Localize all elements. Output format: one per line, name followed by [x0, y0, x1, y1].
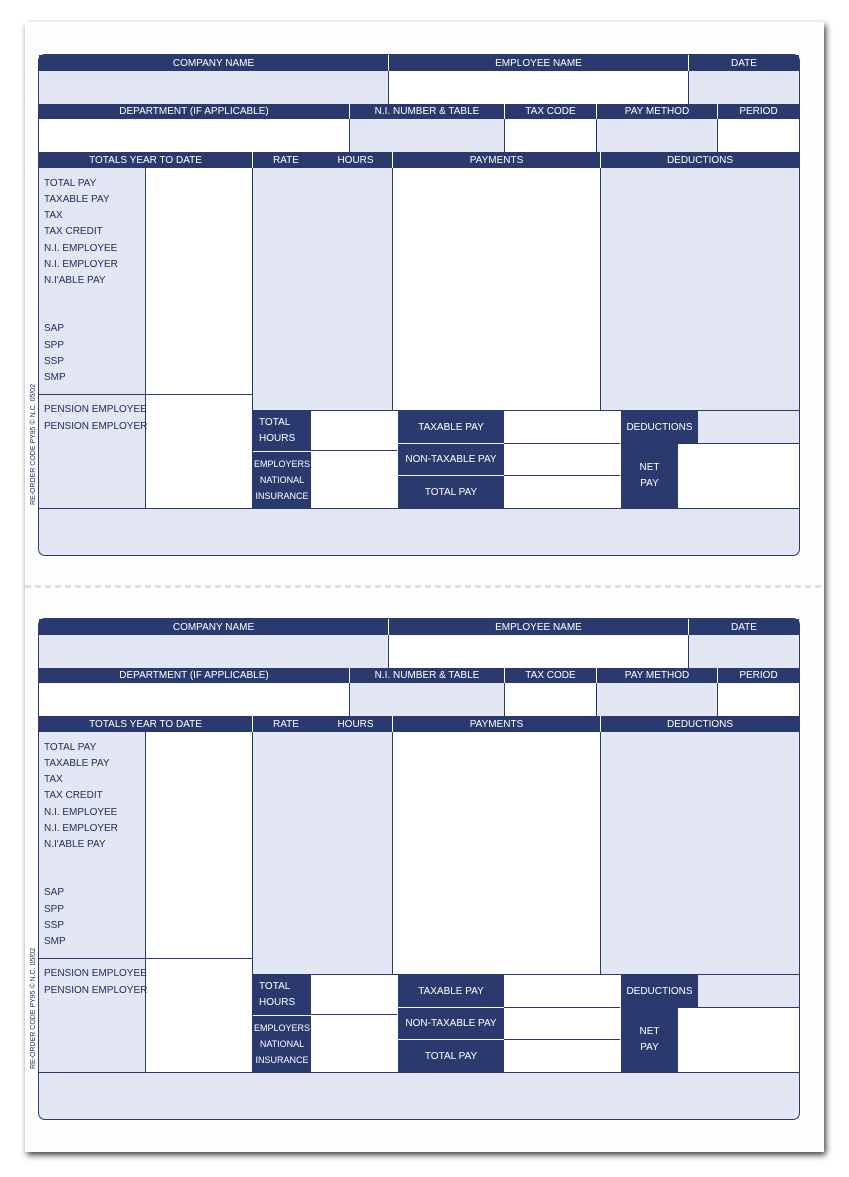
pension-employer-label: PENSION EMPLOYER [44, 421, 148, 432]
taxable-pay-label: TAXABLE PAY [398, 975, 504, 1007]
payments-header: PAYMENTS [393, 152, 600, 168]
employee-name-header: EMPLOYEE NAME [389, 55, 688, 71]
net-pay-label: NET PAY [621, 444, 678, 508]
ytd-ni-employer-label: N.I. EMPLOYER [44, 823, 118, 834]
department-header: DEPARTMENT (IF APPLICABLE) [39, 668, 349, 683]
ytd-ni-employee-label: N.I. EMPLOYEE [44, 807, 118, 818]
employers-ni-label: EMPLOYERS NATIONAL INSURANCE [253, 452, 311, 508]
message-strip[interactable] [39, 1073, 799, 1119]
pension-employee-label: PENSION EMPLOYEE [44, 404, 147, 415]
ni-number-field[interactable] [350, 683, 504, 716]
ytd-values-column[interactable] [146, 168, 252, 509]
payments-area[interactable] [393, 168, 601, 410]
date-field[interactable] [689, 635, 799, 668]
company-name-header: COMPANY NAME [39, 619, 388, 635]
ni-number-header: N.I. NUMBER & TABLE [350, 104, 504, 119]
payments-header: PAYMENTS [393, 716, 600, 732]
employee-name-header: EMPLOYEE NAME [389, 619, 688, 635]
non-taxable-pay-field[interactable] [504, 444, 620, 475]
deductions-total-label: DEDUCTIONS [621, 975, 698, 1007]
ytd-sap-label: SAP [44, 323, 65, 334]
ytd-smp-label: SMP [44, 936, 66, 947]
tax-code-header: TAX CODE [505, 668, 596, 683]
ytd-taxable-pay-label: TAXABLE PAY [44, 194, 110, 205]
hours-header: HOURS [319, 152, 392, 168]
rate-hours-area[interactable] [253, 732, 393, 974]
non-taxable-pay-label: NON-TAXABLE PAY [398, 1008, 504, 1039]
total-pay-label: TOTAL PAY [398, 476, 504, 508]
pay-method-field[interactable] [597, 683, 717, 716]
message-strip[interactable] [39, 509, 799, 555]
ytd-tax-credit-label: TAX CREDIT [44, 790, 103, 801]
tax-code-field[interactable] [505, 119, 596, 152]
employers-ni-field[interactable] [311, 452, 397, 508]
ytd-taxable-pay-label: TAXABLE PAY [44, 758, 110, 769]
ytd-ni-employee-label: N.I. EMPLOYEE [44, 243, 118, 254]
ytd-ssp-label: SSP [44, 920, 65, 931]
hours-header: HOURS [319, 716, 392, 732]
payslip-top [0, 0, 849, 520]
ytd-ni-employer-label: N.I. EMPLOYER [44, 259, 118, 270]
pay-method-field[interactable] [597, 119, 717, 152]
deductions-area[interactable] [601, 168, 799, 410]
total-hours-field[interactable] [311, 411, 397, 451]
deductions-total-label: DEDUCTIONS [621, 411, 698, 443]
taxable-pay-field[interactable] [504, 975, 620, 1007]
date-field[interactable] [689, 71, 799, 104]
rate-header: RATE [253, 716, 319, 732]
ytd-spp-label: SPP [44, 904, 65, 915]
pay-method-header: PAY METHOD [597, 668, 717, 683]
ytd-values-column[interactable] [146, 732, 252, 1073]
total-pay-field[interactable] [504, 1040, 620, 1072]
ytd-sap-label: SAP [44, 887, 65, 898]
pension-employer-label: PENSION EMPLOYER [44, 985, 148, 996]
deductions-header: DEDUCTIONS [601, 716, 799, 732]
company-name-header: COMPANY NAME [39, 55, 388, 71]
ytd-total-pay-label: TOTAL PAY [44, 742, 97, 753]
total-hours-label: TOTAL HOURS [253, 975, 311, 1015]
non-taxable-pay-field[interactable] [504, 1008, 620, 1039]
taxable-pay-label: TAXABLE PAY [398, 411, 504, 443]
rate-hours-area[interactable] [253, 168, 393, 410]
period-header: PERIOD [718, 668, 799, 683]
tax-code-header: TAX CODE [505, 104, 596, 119]
ytd-ssp-label: SSP [44, 356, 65, 367]
deductions-total-field[interactable] [698, 411, 799, 443]
company-name-field[interactable] [39, 71, 388, 104]
deductions-total-field[interactable] [698, 975, 799, 1007]
ytd-tax-credit-label: TAX CREDIT [44, 226, 103, 237]
pension-employee-label: PENSION EMPLOYEE [44, 968, 147, 979]
ytd-niable-pay-label: N.I'ABLE PAY [44, 275, 106, 286]
pay-method-header: PAY METHOD [597, 104, 717, 119]
reorder-code: RE-ORDER CODE PY95 © N.C. 05/02 [30, 383, 37, 505]
employee-name-field[interactable] [389, 71, 688, 104]
total-pay-label: TOTAL PAY [398, 1040, 504, 1072]
department-field[interactable] [39, 119, 349, 152]
ni-number-field[interactable] [350, 119, 504, 152]
non-taxable-pay-label: NON-TAXABLE PAY [398, 444, 504, 475]
ytd-niable-pay-label: N.I'ABLE PAY [44, 839, 106, 850]
ni-number-header: N.I. NUMBER & TABLE [350, 668, 504, 683]
date-header: DATE [689, 619, 799, 635]
company-name-field[interactable] [39, 635, 388, 668]
total-hours-field[interactable] [311, 975, 397, 1015]
employers-ni-label: EMPLOYERS NATIONAL INSURANCE [253, 1016, 311, 1072]
total-pay-field[interactable] [504, 476, 620, 508]
period-header: PERIOD [718, 104, 799, 119]
ytd-spp-label: SPP [44, 340, 65, 351]
tax-code-field[interactable] [505, 683, 596, 716]
rate-header: RATE [253, 152, 319, 168]
ytd-tax-label: TAX [44, 774, 63, 785]
deductions-area[interactable] [601, 732, 799, 974]
employers-ni-field[interactable] [311, 1016, 397, 1072]
reorder-code: RE-ORDER CODE PY95 © N.C. 05/02 [30, 947, 37, 1069]
taxable-pay-field[interactable] [504, 411, 620, 443]
department-field[interactable] [39, 683, 349, 716]
ytd-smp-label: SMP [44, 372, 66, 383]
totals-ytd-header: TOTALS YEAR TO DATE [39, 716, 252, 732]
net-pay-field[interactable] [678, 1008, 799, 1072]
department-header: DEPARTMENT (IF APPLICABLE) [39, 104, 349, 119]
net-pay-field[interactable] [678, 444, 799, 508]
ytd-tax-label: TAX [44, 210, 63, 221]
payments-area[interactable] [393, 732, 601, 974]
employee-name-field[interactable] [389, 635, 688, 668]
period-field[interactable] [718, 119, 799, 152]
net-pay-label: NET PAY [621, 1008, 678, 1072]
period-field[interactable] [718, 683, 799, 716]
total-hours-label: TOTAL HOURS [253, 411, 311, 451]
totals-ytd-header: TOTALS YEAR TO DATE [39, 152, 252, 168]
payslip-bottom [0, 564, 849, 1084]
deductions-header: DEDUCTIONS [601, 152, 799, 168]
ytd-total-pay-label: TOTAL PAY [44, 178, 97, 189]
date-header: DATE [689, 55, 799, 71]
